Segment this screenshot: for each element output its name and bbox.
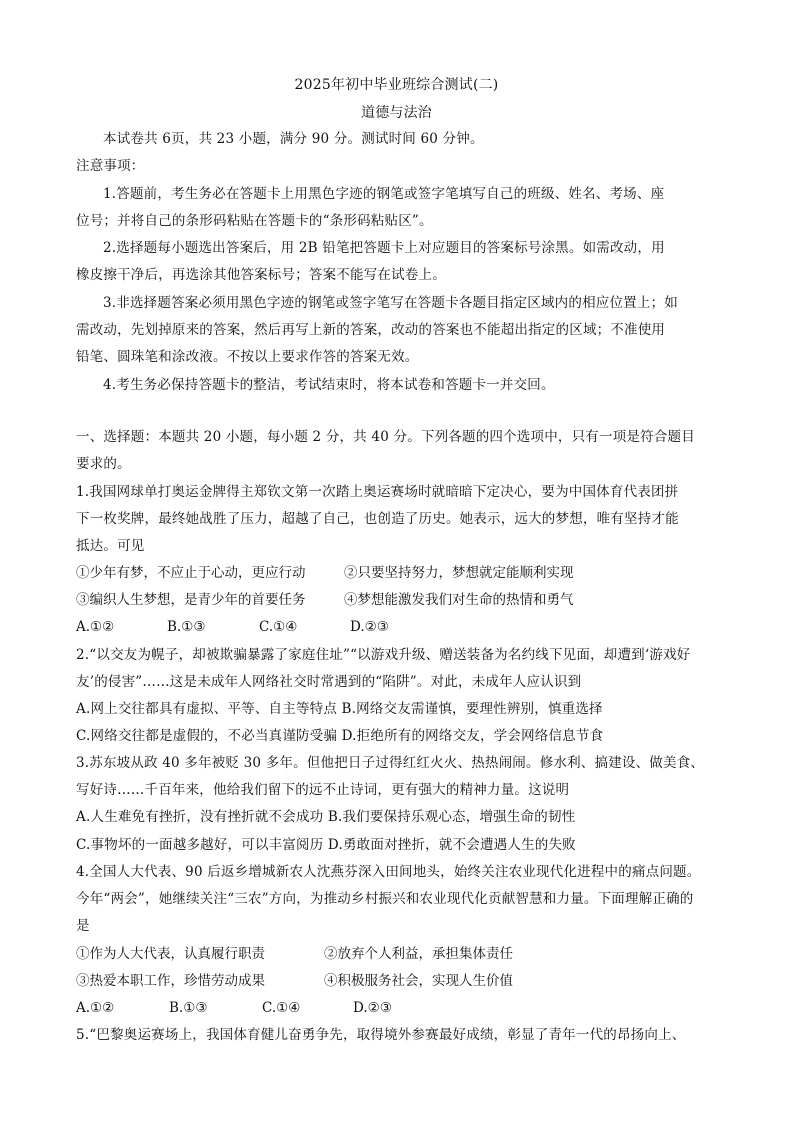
note-2-line-1: 2.选择题每小题选出答案后，用 2B 铅笔把答题卡上对应题目的答案标号涂黑。如需改动，用	[103, 240, 665, 256]
q3-stem-line-1: 3.苏东坡从政 40 多年被贬 30 多年。但他把日子过得红红火火、热热闹闹。修水利、搞建设、做美食、	[76, 755, 705, 771]
q4-statement-1: ①作为人大代表，认真履行职责	[76, 946, 265, 962]
q1-statement-1: ①少年有梦，不应止于心动，更应行动	[76, 565, 306, 581]
q4-choice-d: D.②③	[353, 1000, 392, 1016]
q2-options-row-1: A.网上交往都具有虚拟、平等、自主等特点 B.网络交友需谨慎，要理性辨别，慎重选择	[76, 701, 603, 717]
q4-stem-line-3: 是	[76, 918, 90, 934]
note-3-line-1: 3.非选择题答案必须用黑色字迹的钢笔或签字笔写在答题卡各题目指定区域内的相应位置上；如	[103, 295, 678, 311]
q1-stem-line-3: 抵达。可见	[76, 538, 145, 554]
note-4-line-1: 4.考生务必保持答题卡的整洁，考试结束时，将本试卷和答题卡一并交回。	[103, 377, 555, 393]
q4-choice-b: B.①③	[169, 1000, 208, 1016]
q4-choice-c: C.①④	[262, 1000, 301, 1016]
q1-statement-4: ④梦想能激发我们对生命的热情和勇气	[344, 592, 574, 608]
note-1-line-1: 1.答题前，考生务必在答题卡上用黑色字迹的钢笔或签字笔填写自己的班级、姓名、考场、座	[103, 186, 665, 202]
q1-choice-c: C.①④	[259, 619, 298, 635]
notes-heading: 注意事项：	[76, 158, 145, 174]
q2-stem-line-2: 友’的侵害”……这是未成年人网络社交时常遇到的“陷阱”。对此，未成年人应认识到	[76, 674, 582, 690]
section-1-heading: 一、选择题：本题共 20 小题，每小题 2 分，共 40 分。下列各题的四个选项中，只有一项是符合题目	[76, 429, 695, 445]
note-3-line-3: 铅笔、圆珠笔和涂改液。不按以上要求作答的答案无效。	[76, 349, 419, 365]
note-1-line-2: 位号；并将自己的条形码粘贴在答题卡的“条形码粘贴区”。	[76, 213, 433, 229]
q4-statement-2: ②放弃个人利益，承担集体责任	[324, 946, 513, 962]
q1-choice-d: D.②③	[350, 619, 389, 635]
q4-statement-4: ④积极服务社会，实现人生价值	[324, 973, 513, 989]
q2-stem-line-1: 2.“以交友为幌子，却被欺骗暴露了家庭住址”“以游戏升级、赠送装备为名约线下见面，却遭到‘游戏好	[76, 647, 691, 663]
note-3-line-2: 需改动，先划掉原来的答案，然后再写上新的答案，改动的答案也不能超出指定的区域；不准使用	[76, 322, 666, 338]
exam-title: 2025年初中毕业班综合测试(二)	[294, 77, 499, 93]
subject-title: 道德与法治	[361, 105, 432, 121]
q1-statement-3: ③编织人生梦想，是青少年的首要任务	[76, 592, 306, 608]
q3-stem-line-2: 写好诗……千百年来，他给我们留下的远不止诗词，更有强大的精神力量。这说明	[76, 782, 570, 798]
section-1-heading-cont: 要求的。	[76, 456, 131, 472]
intro-line: 本试卷共 6页，共 23 小题，满分 90 分。测试时间 60 分钟。	[103, 131, 484, 147]
q1-choice-b: B.①③	[167, 619, 206, 635]
q3-options-row-2: C.事物坏的一面越多越好，可以丰富阅历 D.勇敢面对挫折，就不会遭遇人生的失败	[76, 837, 576, 853]
q1-choice-a: A.①②	[76, 619, 115, 635]
q4-stem-line-2: 今年“两会”，她继续关注“三农”方向，为推动乡村振兴和农业现代化贡献智慧和力量。下面理解正确的	[76, 891, 694, 907]
q5-stem-line-1: 5.“巴黎奥运赛场上，我国体育健儿奋勇争先，取得境外参赛最好成绩，彰显了青年一代的昂扬向上、	[76, 1027, 686, 1043]
q2-options-row-2: C.网络交往都是虚假的，不必当真谨防受骗 D.拒绝所有的网络交友，学会网络信息节食	[76, 728, 604, 744]
q4-choice-a: A.①②	[76, 1000, 115, 1016]
q4-stem-line-1: 4.全国人大代表、90 后返乡增城新农人沈燕芬深入田间地头，始终关注农业现代化进程中的痛点问题。	[76, 864, 701, 880]
q3-options-row-1: A.人生难免有挫折，没有挫折就不会成功 B.我们要保持乐观心态，增强生命的韧性	[76, 809, 576, 825]
q4-statement-3: ③热爱本职工作，珍惜劳动成果	[76, 973, 265, 989]
q1-stem-line-1: 1.我国网球单打奥运金牌得主郑钦文第一次踏上奥运赛场时就暗暗下定决心，要为中国体育代表团拼	[76, 484, 679, 500]
q1-stem-line-2: 下一枚奖牌，最终她战胜了压力，超越了自己，也创造了历史。她表示，远大的梦想，唯有坚持才能	[76, 511, 679, 527]
note-2-line-2: 橡皮擦干净后，再选涂其他答案标号；答案不能写在试卷上。	[76, 267, 446, 283]
q1-statement-2: ②只要坚持努力，梦想就定能顺利实现	[344, 565, 574, 581]
